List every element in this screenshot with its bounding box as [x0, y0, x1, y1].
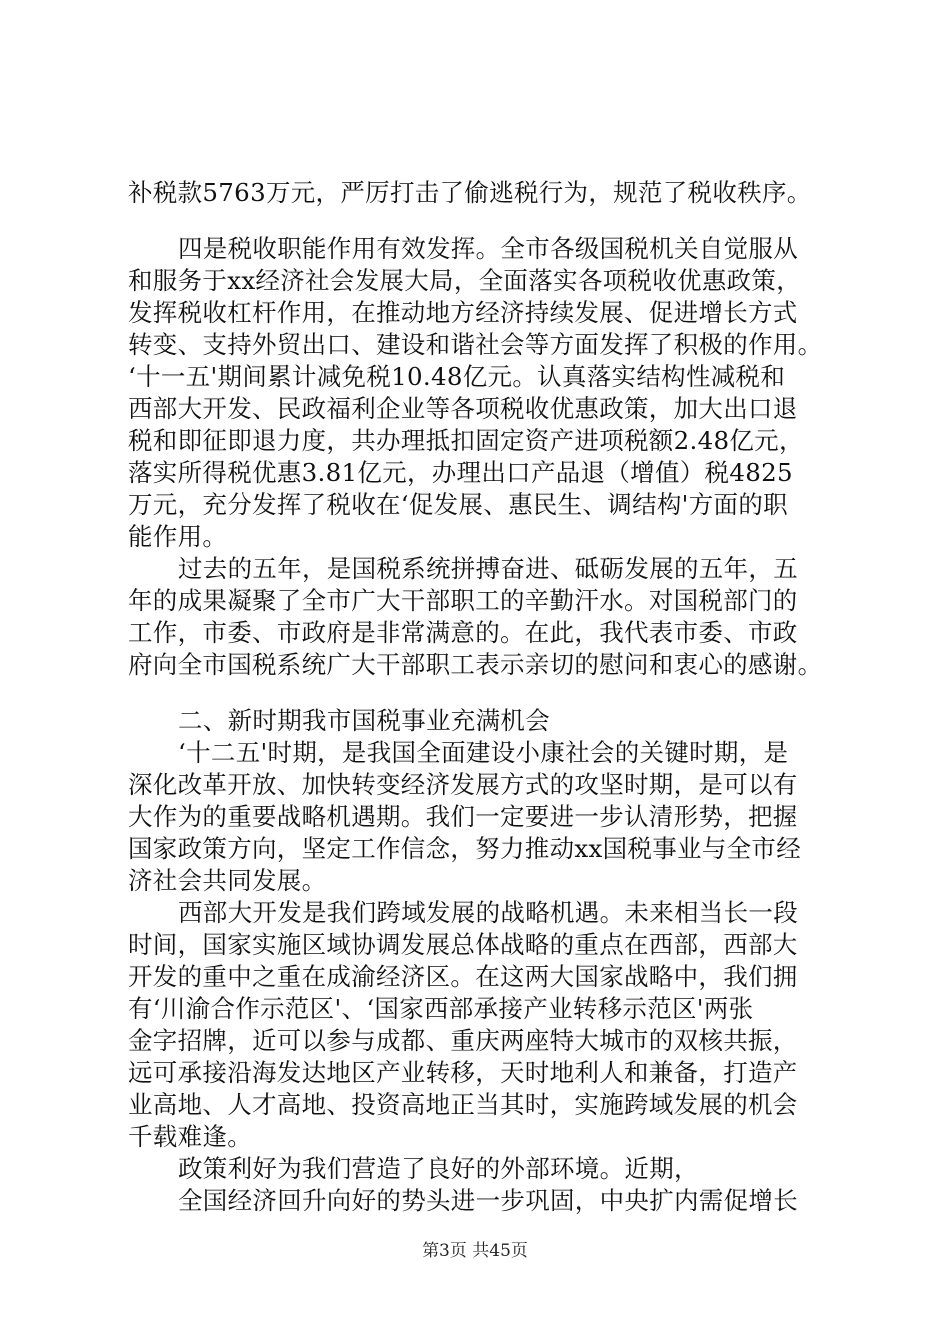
- text-line: 金字招牌，近可以参与成都、重庆两座特大城市的双核共振，: [128, 1026, 798, 1055]
- text-line: 四是税收职能作用有效发挥。全市各级国税机关自觉服从: [178, 234, 798, 263]
- page-number-footer: 第3页 共45页: [422, 1241, 528, 1261]
- text-line: 补税款5763万元，严厉打击了偷逃税行为，规范了税收秩序。: [128, 178, 812, 207]
- text-line: 能作用。: [128, 522, 228, 551]
- text-line: 府向全市国税系统广大干部职工表示亲切的慰问和衷心的感谢。: [128, 650, 823, 679]
- text-line: 落实所得税优惠3.81亿元，办理出口产品退（增值）税4825: [128, 458, 793, 487]
- text-line: 西部大开发是我们跨域发展的战略机遇。未来相当长一段: [178, 898, 798, 927]
- text-line: 政策利好为我们营造了良好的外部环境。近期，: [178, 1154, 699, 1183]
- text-line: 有‘川渝合作示范区'、‘国家西部承接产业转移示范区'两张: [128, 994, 754, 1023]
- text-line: 西部大开发、民政福利企业等各项税收优惠政策，加大出口退: [128, 394, 798, 423]
- text-line: ‘十一五'期间累计减免税10.48亿元。认真落实结构性减税和: [128, 362, 786, 391]
- text-line: 开发的重中之重在成渝经济区。在这两大国家战略中，我们拥: [128, 962, 798, 991]
- text-line: 业高地、人才高地、投资高地正当其时，实施跨域发展的机会: [128, 1090, 798, 1119]
- section-heading: 二、新时期我市国税事业充满机会: [178, 706, 550, 735]
- text-line: 深化改革开放、加快转变经济发展方式的攻坚时期，是可以有: [128, 770, 798, 799]
- text-line: 千载难逢。: [128, 1122, 252, 1151]
- text-line: 远可承接沿海发达地区产业转移，天时地利人和兼备，打造产: [128, 1058, 798, 1087]
- text-line: 年的成果凝聚了全市广大干部职工的辛勤汗水。对国税部门的: [128, 586, 798, 615]
- text-line: 大作为的重要战略机遇期。我们一定要进一步认清形势，把握: [128, 802, 798, 831]
- text-line: 和服务于xx经济社会发展大局，全面落实各项税收优惠政策，: [128, 266, 802, 295]
- text-line: 万元，充分发挥了税收在‘促发展、惠民生、调结构'方面的职: [128, 490, 788, 519]
- text-line: 济社会共同发展。: [128, 866, 327, 895]
- text-line: 国家政策方向，坚定工作信念，努力推动xx国税事业与全市经: [128, 834, 802, 863]
- text-line: 发挥税收杠杆作用，在推动地方经济持续发展、促进增长方式: [128, 298, 798, 327]
- text-line: 工作，市委、市政府是非常满意的。在此，我代表市委、市政: [128, 618, 798, 647]
- text-line: 税和即征即退力度，共办理抵扣固定资产进项税额2.48亿元，: [128, 426, 804, 455]
- text-line: 转变、支持外贸出口、建设和谐社会等方面发挥了积极的作用。: [128, 330, 823, 359]
- text-line: ‘十二五'时期，是我国全面建设小康社会的关键时期，是: [178, 738, 789, 767]
- text-line: 全国经济回升向好的势头进一步巩固，中央扩内需促增长: [178, 1186, 798, 1215]
- text-line: 时间，国家实施区域协调发展总体战略的重点在西部，西部大: [128, 930, 798, 959]
- text-line: 过去的五年，是国税系统拼搏奋进、砥砺发展的五年，五: [178, 554, 798, 583]
